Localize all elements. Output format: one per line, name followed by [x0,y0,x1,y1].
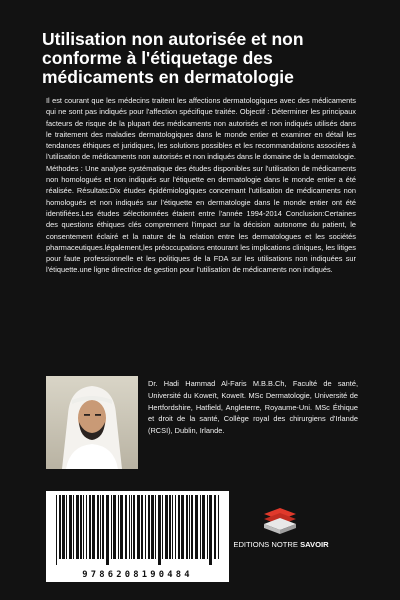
publisher-brand: SAVOIR [300,540,329,549]
book-title: Utilisation non autorisée et non conforme à l'étiquetage des médicaments en dermatologie [42,29,304,87]
barcode-bars [54,495,221,565]
isbn-digits: 9786208190484 [82,570,193,580]
publisher-name [233,540,329,549]
isbn-barcode [46,491,229,582]
abstract-text: Il est courant que les médecins traitent les affections dermatologiques avec des médicaments qui ne sont pas indiqués pour l'affection spécifique traitée. Objectif : Déterminer les principaux facteurs de risque de la plupart des médicaments non autorisés et non indiqués utilisés dans le traitement des maladies dermatologiques dans le monde entier et examiner en détail les tendances éthiques et juridiques, les solutions possibles et les recommandations associées à l'utilisation de médicaments non autorisés et non indiqués dans le domaine de la dermatologie. Méthodes : Une analyse systématique des études disponibles sur l'utilisation de médicaments non homologués et non indiqués sur l'étiquette en dermatologie dans le monde entier a été réalisée. Résultats:Dix études épidémiologiques concernant l'utilisation de médicaments non homologués et non indiqués sur l'étiquette en dermatologie dans le monde entier ont été identifiées.Les études sélectionnées étaient entre l'année 1994-2014 Conclusion:Certaines des questions éthiques clés comprennent l'impact sur la décision autonome du patient, le consentement éclairé et la nature de la relation entre les dermatologues et les sociétés pharmaceutiques.légalement,les préoccupations entourant les implications cliniques, les litiges pour faute professionnelle et les politiques de la FDA sur les utilisations non indiquées sur l'étiquette.une ligne directrice de gestion pour l'utilisation de médicaments non indiqués. [46,96,356,275]
author-bio: Dr. Hadi Hammad Al-Faris M.B.B.Ch, Faculté de santé, Université du Koweït, Koweït. MSc Dermatologie, Université de Hertfordshire, Hatfield, Angleterre, Royaume-Uni. MSc Éthique et droit de la santé, Collège royal des chirurgiens d'Irlande (RCSI), Dublin, Irlande. [148,379,358,436]
publisher-prefix: EDITIONS NOTRE [233,540,298,549]
author-photo [46,376,138,469]
publisher-logo-icon [258,500,302,536]
